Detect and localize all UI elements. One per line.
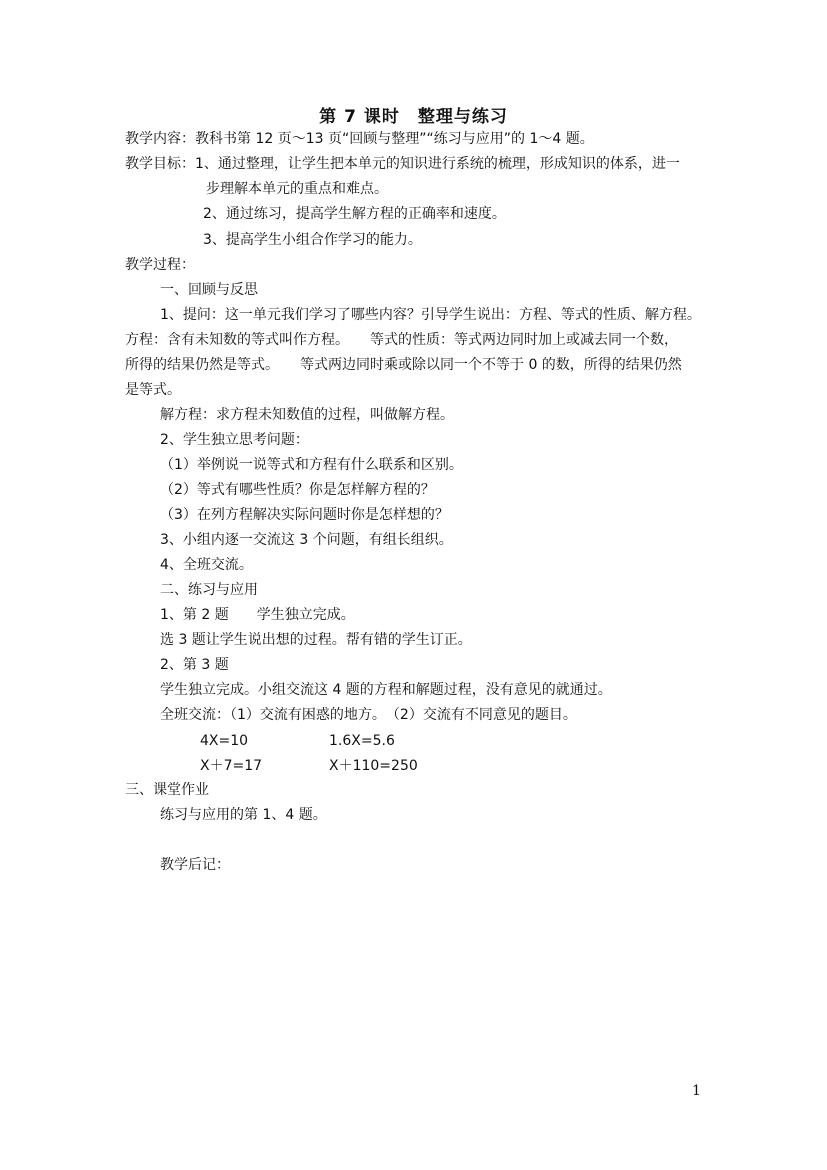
equation: 4X=10	[200, 733, 249, 749]
section-2-heading: 二、练习与应用	[160, 582, 258, 598]
s1-question: （2）等式有哪些性质？你是怎样解方程的？	[160, 482, 435, 498]
equation: X＋110=250	[329, 758, 418, 774]
s1-paragraph: 方程：含有未知数的等式叫作方程。 等式的性质：等式两边同时加上或减去同一个数，	[125, 332, 678, 348]
goal-1-line-b: 步理解本单元的重点和难点。	[206, 181, 388, 197]
s2-paragraph: 2、第 3 题	[160, 657, 229, 673]
teaching-process-label: 教学过程：	[125, 257, 195, 273]
equation: X＋7=17	[200, 758, 263, 774]
s3-paragraph: 练习与应用的第 1、4 题。	[160, 807, 327, 823]
s2-paragraph: 学生独立完成。小组交流这 4 题的方程和解题过程，没有意见的就通过。	[160, 682, 612, 698]
s2-paragraph: 选 3 题让学生说出想的过程。帮有错的学生订正。	[160, 632, 472, 648]
s1-question: （1）举例说一说等式和方程有什么联系和区别。	[160, 457, 463, 473]
s1-paragraph: 所得的结果仍然是等式。 等式两边同时乘或除以同一个不等于 0 的数，所得的结果仍然	[125, 357, 682, 373]
section-1-heading: 一、回顾与反思	[160, 282, 258, 298]
section-3-heading: 三、课堂作业	[125, 782, 209, 798]
s1-paragraph: 是等式。	[125, 382, 181, 398]
s2-paragraph: 1、第 2 题 学生独立完成。	[160, 607, 355, 623]
goal-3: 3、提高学生小组合作学习的能力。	[203, 232, 422, 248]
s2-paragraph: 全班交流：（1）交流有困惑的地方。 （2）交流有不同意见的题目。	[160, 707, 577, 723]
s1-paragraph: 1、提问：这一单元我们学习了哪些内容？引导学生说出：方程、等式的性质、解方程。	[160, 307, 701, 323]
afterword-label: 教学后记：	[160, 857, 230, 873]
s1-question: （3）在列方程解决实际问题时你是怎样想的？	[160, 507, 449, 523]
s1-paragraph: 2、学生独立思考问题：	[160, 432, 309, 448]
goal-2: 2、通过练习，提高学生解方程的正确率和速度。	[203, 206, 506, 222]
equation: 1.6X=5.6	[329, 733, 395, 749]
s1-paragraph: 3、小组内逐一交流这 3 个问题，有组长组织。	[160, 532, 453, 548]
s1-paragraph: 4、全班交流。	[160, 557, 253, 573]
lesson-title: 第 7 课时 整理与练习	[319, 107, 508, 127]
page-number: 1	[692, 1083, 701, 1099]
teaching-content: 教学内容：教科书第 12 页～13 页“回顾与整理”“练习与应用”的 1～4 题。	[125, 131, 594, 147]
s1-paragraph: 解方程：求方程未知数值的过程，叫做解方程。	[160, 407, 454, 423]
goal-1-line-a: 教学目标：1、通过整理，让学生把本单元的知识进行系统的梳理，形成知识的体系，进一	[125, 156, 680, 172]
